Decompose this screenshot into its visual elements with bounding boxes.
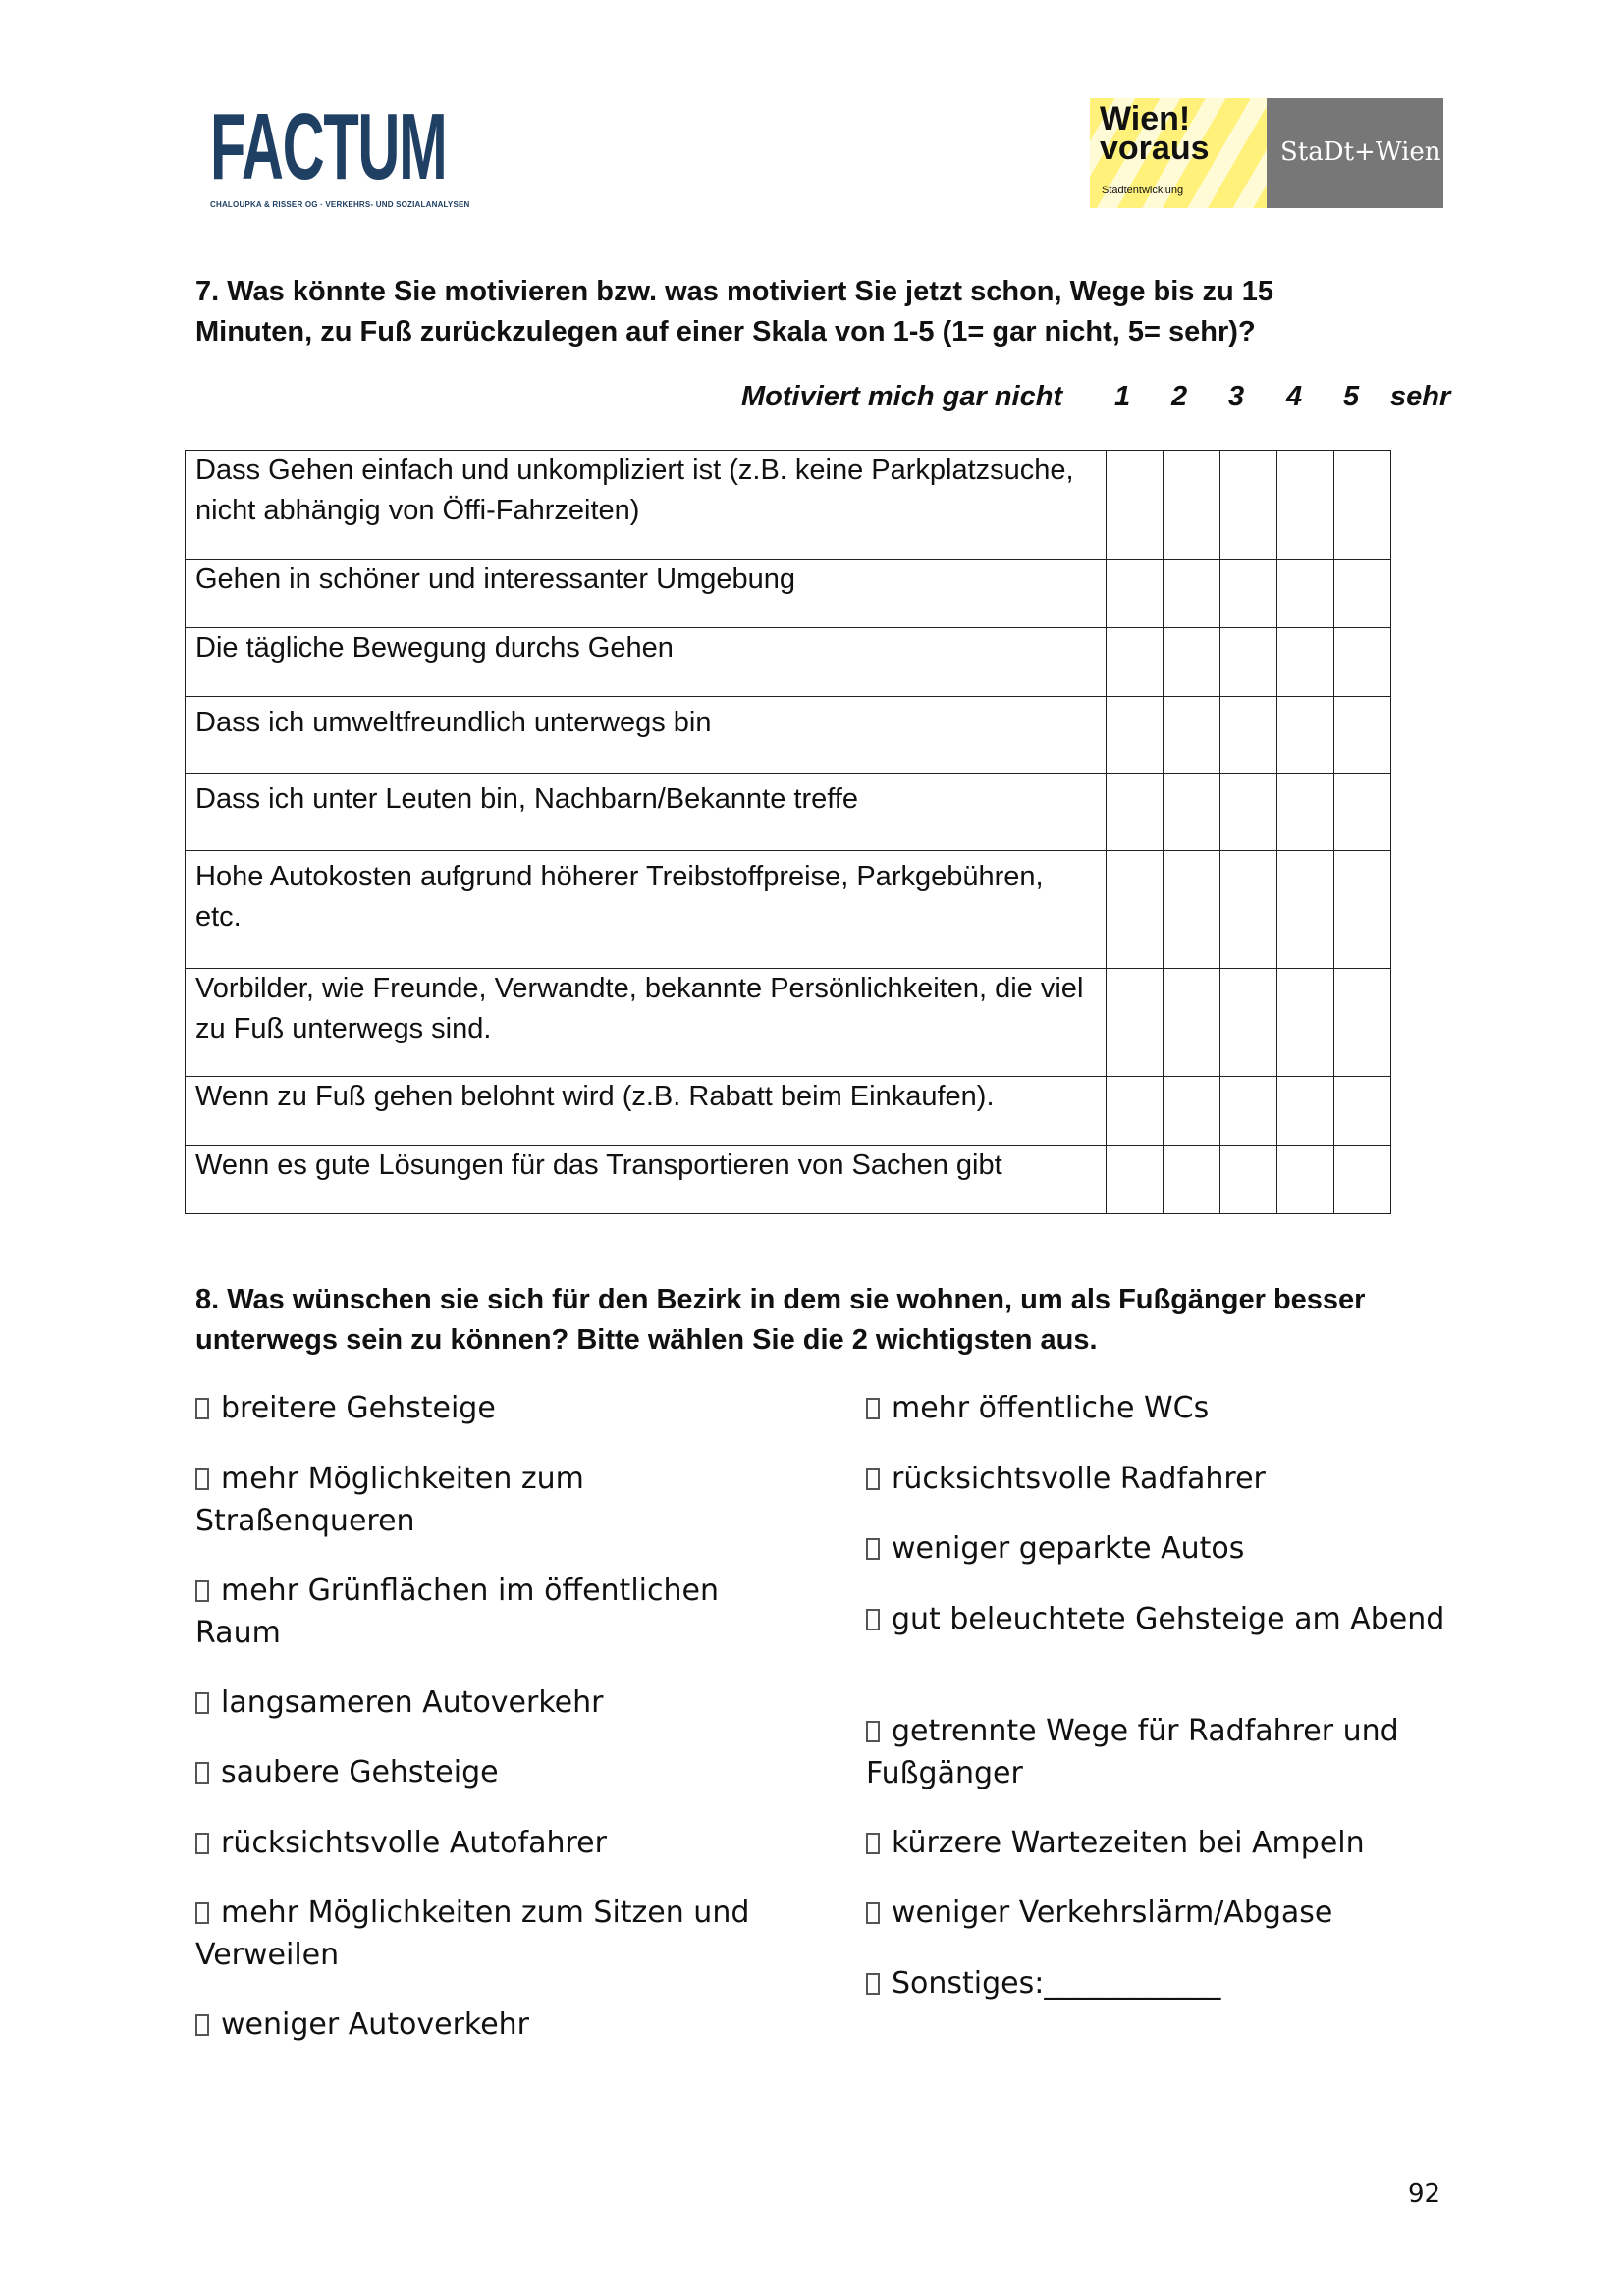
option-label: rücksichtsvolle Autofahrer — [221, 1826, 607, 1860]
option-label: saubere Gehsteige — [221, 1755, 499, 1789]
rating-cell-1[interactable] — [1107, 969, 1164, 1077]
table-row — [186, 1146, 1391, 1214]
page-number: 92 — [1408, 2179, 1441, 2209]
question-8-title: 8. Was wünschen sie sich für den Bezirk in dem sie wohnen, um als Fußgänger besser unterwegs sein zu können? Bitte wählen Sie die 2 wichtigsten aus. — [195, 1284, 1366, 1356]
option-label: rücksichtsvolle Radfahrer — [892, 1462, 1266, 1496]
rating-cell-2[interactable] — [1164, 451, 1220, 560]
option-weniger-laerm-abgase[interactable] — [866, 1892, 1475, 1934]
scale-left-label: Motiviert mich gar nicht — [741, 381, 1063, 412]
rating-cell-1[interactable] — [1107, 628, 1164, 697]
option-label: langsameren Autoverkehr — [221, 1685, 604, 1720]
rating-cell-2[interactable] — [1164, 774, 1220, 851]
option-label: mehr Möglichkeiten zum Straßenqueren — [195, 1462, 584, 1538]
table-row — [186, 697, 1391, 774]
option-weniger-autoverkehr[interactable] — [195, 2003, 804, 2046]
option-getrennte-wege[interactable] — [866, 1710, 1475, 1794]
rating-cell-4[interactable] — [1277, 969, 1334, 1077]
rating-cell-2[interactable] — [1164, 851, 1220, 969]
rating-cell-3[interactable] — [1220, 697, 1277, 774]
rating-cell-4[interactable] — [1277, 1077, 1334, 1146]
rating-cell-5[interactable] — [1334, 1146, 1391, 1214]
rating-cell-5[interactable] — [1334, 851, 1391, 969]
option-gruenflaechen[interactable] — [195, 1570, 804, 1654]
stadt-wien-wordmark: StaDt+Wien — [1280, 137, 1441, 167]
rating-cell-3[interactable] — [1220, 560, 1277, 628]
scale-right-label: sehr — [1390, 381, 1451, 412]
checkbox[interactable] — [195, 1833, 209, 1854]
option-kuerzere-wartezeiten[interactable] — [866, 1822, 1475, 1864]
option-label: kürzere Wartezeiten bei Ampeln — [892, 1826, 1365, 1860]
scale-number-2: 2 — [1171, 381, 1188, 412]
rating-cell-5[interactable] — [1334, 560, 1391, 628]
rating-cell-3[interactable] — [1220, 1077, 1277, 1146]
wien-voraus-logo — [1090, 98, 1443, 208]
row-statement: Die tägliche Bewegung durchs Gehen — [186, 628, 1107, 697]
rating-cell-1[interactable] — [1107, 560, 1164, 628]
table-row — [186, 1077, 1391, 1146]
option-sonstiges[interactable] — [866, 1962, 1475, 2004]
rating-cell-1[interactable] — [1107, 1146, 1164, 1214]
rating-cell-1[interactable] — [1107, 451, 1164, 560]
checkbox[interactable] — [866, 1398, 880, 1419]
rating-cell-3[interactable] — [1220, 628, 1277, 697]
checkbox[interactable] — [866, 1973, 880, 1995]
rating-cell-5[interactable] — [1334, 774, 1391, 851]
rating-cell-2[interactable] — [1164, 1146, 1220, 1214]
table-row — [186, 774, 1391, 851]
rating-cell-4[interactable] — [1277, 451, 1334, 560]
rating-cell-1[interactable] — [1107, 851, 1164, 969]
scale-number-4: 4 — [1286, 381, 1303, 412]
rating-cell-4[interactable] — [1277, 560, 1334, 628]
row-statement: Dass ich umweltfreundlich unterwegs bin — [186, 697, 1107, 774]
checkbox[interactable] — [866, 1833, 880, 1854]
rating-cell-1[interactable] — [1107, 1077, 1164, 1146]
wien-voraus-subtitle: Stadtentwicklung — [1102, 185, 1184, 196]
motivation-rating-table — [185, 450, 1391, 1214]
rating-cell-5[interactable] — [1334, 1077, 1391, 1146]
rating-cell-4[interactable] — [1277, 628, 1334, 697]
factum-logo-word: FACTUM — [210, 94, 447, 199]
factum-logo-subtitle: CHALOUPKA & RISSER OG · VERKEHRS- UND SOZIALANALYSEN — [210, 200, 470, 209]
rating-cell-2[interactable] — [1164, 628, 1220, 697]
option-oeffentliche-wcs[interactable] — [866, 1387, 1475, 1429]
checkbox[interactable] — [195, 1692, 209, 1714]
option-label: breitere Gehsteige — [221, 1391, 496, 1425]
option-sitzen-verweilen[interactable] — [195, 1892, 804, 1976]
option-label: mehr Möglichkeiten zum Sitzen und Verweilen — [195, 1896, 750, 1972]
table-row — [186, 969, 1391, 1077]
row-statement: Dass ich unter Leuten bin, Nachbarn/Bekannte treffe — [186, 774, 1107, 851]
checkbox[interactable] — [195, 1398, 209, 1419]
rating-cell-3[interactable] — [1220, 774, 1277, 851]
table-row — [186, 851, 1391, 969]
scale-number-3: 3 — [1228, 381, 1245, 412]
checkbox[interactable] — [866, 1538, 880, 1560]
option-label: weniger Autoverkehr — [221, 2007, 530, 2042]
option-strassenqueren[interactable] — [195, 1458, 804, 1542]
table-row — [186, 628, 1391, 697]
rating-cell-4[interactable] — [1277, 774, 1334, 851]
scale-header — [0, 381, 1624, 420]
option-label: mehr Grünflächen im öffentlichen Raum — [195, 1574, 719, 1650]
rating-cell-2[interactable] — [1164, 969, 1220, 1077]
table-row — [186, 451, 1391, 560]
question-7-title: 7. Was könnte Sie motivieren bzw. was motiviert Sie jetzt schon, Wege bis zu 15 Minuten, zu Fuß zurückzulegen auf einer Skala von 1-5 (1= gar nicht, 5= sehr)? — [195, 276, 1273, 347]
option-label: Sonstiges:____________ — [892, 1966, 1221, 2001]
option-label: weniger geparkte Autos — [892, 1531, 1245, 1566]
scale-number-5: 5 — [1343, 381, 1360, 412]
checkbox[interactable] — [866, 1609, 880, 1630]
checkbox[interactable] — [195, 1762, 209, 1784]
option-saubere-gehsteige[interactable] — [195, 1751, 804, 1793]
row-statement: Hohe Autokosten aufgrund höherer Treibstoffpreise, Parkgebühren, etc. — [186, 851, 1107, 969]
option-weniger-geparkte-autos[interactable] — [866, 1527, 1475, 1570]
rating-cell-3[interactable] — [1220, 851, 1277, 969]
checkbox[interactable] — [195, 1468, 209, 1490]
option-label: weniger Verkehrslärm/Abgase — [892, 1896, 1333, 1930]
option-label: mehr öffentliche WCs — [892, 1391, 1210, 1425]
wien-voraus-panel — [1090, 98, 1267, 208]
rating-cell-5[interactable] — [1334, 628, 1391, 697]
row-statement: Wenn zu Fuß gehen belohnt wird (z.B. Rabatt beim Einkaufen). — [186, 1077, 1107, 1146]
wien-voraus-title: Wien! voraus — [1100, 100, 1210, 167]
row-statement: Vorbilder, wie Freunde, Verwandte, bekannte Persönlichkeiten, die viel zu Fuß unterwegs sind. — [186, 969, 1107, 1077]
rating-cell-4[interactable] — [1277, 697, 1334, 774]
table-row — [186, 560, 1391, 628]
rating-cell-2[interactable] — [1164, 560, 1220, 628]
rating-cell-3[interactable] — [1220, 1146, 1277, 1214]
option-langsamer-autoverkehr[interactable] — [195, 1682, 804, 1724]
row-statement: Dass Gehen einfach und unkompliziert ist (z.B. keine Parkplatzsuche, nicht abhängig von Öffi-Fahrzeiten) — [186, 451, 1107, 560]
rating-cell-1[interactable] — [1107, 697, 1164, 774]
row-statement: Gehen in schöner und interessanter Umgebung — [186, 560, 1107, 628]
checkbox[interactable] — [195, 1580, 209, 1602]
checkbox[interactable] — [195, 2014, 209, 2036]
scale-number-1: 1 — [1114, 381, 1131, 412]
stadt-wien-panel — [1267, 98, 1443, 208]
option-breitere-gehsteige[interactable] — [195, 1387, 804, 1429]
rating-cell-4[interactable] — [1277, 1146, 1334, 1214]
option-label: gut beleuchtete Gehsteige am Abend — [892, 1602, 1445, 1636]
row-statement: Wenn es gute Lösungen für das Transportieren von Sachen gibt — [186, 1146, 1107, 1214]
checkbox[interactable] — [866, 1721, 880, 1742]
option-label: getrennte Wege für Radfahrer und Fußgänger — [866, 1714, 1399, 1790]
rating-cell-5[interactable] — [1334, 697, 1391, 774]
rating-cell-2[interactable] — [1164, 697, 1220, 774]
rating-cell-3[interactable] — [1220, 451, 1277, 560]
option-beleuchtete-gehsteige[interactable] — [866, 1598, 1475, 1640]
rating-cell-5[interactable] — [1334, 969, 1391, 1077]
rating-cell-2[interactable] — [1164, 1077, 1220, 1146]
checkbox[interactable] — [195, 1902, 209, 1924]
rating-cell-1[interactable] — [1107, 774, 1164, 851]
checkbox[interactable] — [866, 1902, 880, 1924]
checkbox[interactable] — [866, 1468, 880, 1490]
option-ruecksichtsvolle-radfahrer[interactable] — [866, 1458, 1475, 1500]
factum-logo — [210, 94, 470, 214]
rating-cell-3[interactable] — [1220, 969, 1277, 1077]
rating-cell-5[interactable] — [1334, 451, 1391, 560]
rating-cell-4[interactable] — [1277, 851, 1334, 969]
option-ruecksichtsvolle-autofahrer[interactable] — [195, 1822, 804, 1864]
